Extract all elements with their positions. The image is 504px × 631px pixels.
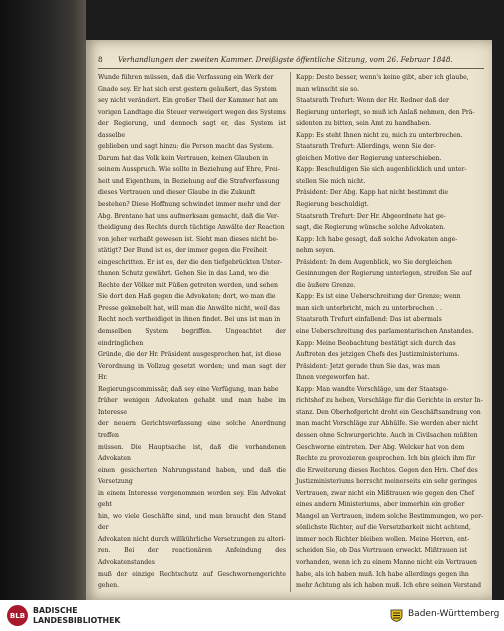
text-line: Kapp: Beschuldigen Sie sich augenblicklich und unter-: [296, 166, 467, 174]
text-line: Regierungscommissär, daß sey eine Verfügung, man habe: [98, 385, 279, 393]
text-line: hin, wo viele Geschäfte sind, und man braucht den Stand der: [98, 512, 286, 532]
text-line: Präsident: Jetzt gerade thun Sie das, was man: [296, 362, 440, 370]
text-line: sidenten zu bitten, sein Amt zu handhaben.: [296, 120, 432, 128]
text-line: bestehen? Diese Hoffnung schwindet immer mehr und der: [98, 201, 281, 209]
library-name-line1: BADISCHE: [33, 606, 78, 615]
text-line: scheiden Sie, ob Das Vertrauen erweckt. Mißtrauen ist: [296, 547, 468, 555]
text-line: Abg. Brentano hat uns aufmerksam gemacht, daß die Ver-: [98, 212, 280, 220]
blb-logo: BLB: [7, 605, 28, 626]
text-line: Ihnen vorgeworfen hat.: [296, 374, 370, 382]
text-line: Regierung beschuldigt.: [296, 201, 369, 209]
coat-of-arms-icon: [390, 609, 403, 622]
text-line: der neuern Gerichtsverfassung eine solche Anordnung treffen: [98, 420, 286, 439]
text-line: Vertrauen, zwar nicht ein Mißtrauen wie gegen den Chef: [296, 489, 475, 497]
text-line: thanen Schutz gewährt. Gehen Sie in das Land, wo die: [98, 270, 269, 278]
text-line: man sich unterbricht, mich zu unterbrechen . .: [296, 304, 442, 312]
text-line: Presse geknebelt hat, will man die Anwälte nicht, weil das: [98, 304, 280, 312]
state-name: Baden-Württemberg: [408, 609, 500, 619]
text-line: Rechte zu provozieren gesprochen. Ich bin gleich ihm für: [296, 455, 476, 463]
text-line: eines andern Ministeriums, aber immerhin ein großer: [296, 501, 465, 509]
text-line: richtshof zu heben, Vorschläge für die Gerichte in erster In-: [296, 397, 483, 405]
text-line: Gründe, die der Hr. Präsident ausgesprochen hat, ist diese: [98, 351, 282, 359]
book-spine: [0, 0, 86, 600]
text-line: Kapp: Man wandte Vorschläge, um der Staatsge-: [296, 385, 449, 393]
text-line: die äußere Grenze.: [296, 281, 356, 289]
library-name-line2: LANDESBIBLIOTHEK: [33, 615, 121, 625]
text-line: stellen Sie mich nicht.: [296, 177, 366, 185]
text-line: Recht noch vertheidiget in ihnen findet. Bei uns ist man in: [98, 316, 281, 324]
text-line: dessen ohne Schwurgerichte. Auch in Civilsachen müßten: [296, 431, 478, 439]
library-name: [33, 606, 120, 625]
text-line: Rechte der Völker mit Füßen getreten werden, und sehen: [98, 281, 278, 289]
text-columns: [98, 72, 484, 592]
text-line: dieses Vertrauen und dieser Glaube in die Zukunft: [98, 189, 256, 197]
text-line: stätigt? Der Bund ist es, der immer gegen die Freiheit: [98, 247, 268, 255]
text-line: nehm seyen.: [296, 247, 336, 255]
text-line: Staatsrath Trefurt: Allerdings, wenn Sie der-: [296, 143, 436, 151]
text-line: Gesinnungen der Regierung unterlegen, streifen Sie auf: [296, 270, 472, 278]
text-line: Präsident: In dem Augenblick, wo Sie dergleichen: [296, 258, 452, 266]
text-line: vorigen Landtage die Steuer verweigert wegen des Systems: [98, 108, 286, 116]
right-column: [290, 72, 484, 592]
text-line: sönlichste Richter, auf die Versetzbarkeit nicht achtend,: [296, 524, 471, 532]
text-line: heit und Eigenthum, in Beziehung auf die Strafverfassung: [98, 177, 280, 185]
text-line: Gnade sey. Er hat sich erst gestern geäußert, das System: [98, 85, 277, 93]
left-column: [98, 72, 290, 592]
text-line: man wünscht sie so.: [296, 85, 359, 93]
text-line: immer noch Richter bleiben wollen. Meine Herren, ent-: [296, 535, 470, 543]
footer-bar: [0, 600, 504, 631]
text-line: Mangel an Vertrauen, indem solche Bestimmungen, wo per-: [296, 512, 484, 520]
text-line: man macht Vorschläge zur Abhülfe. Sie werden aber nicht: [296, 420, 478, 428]
text-line: der Regierung, und dennoch sagt er, das System ist dasselbe: [98, 120, 286, 139]
text-line: sey nicht verändert. Ein großer Theil der Kammer hat am: [98, 97, 278, 105]
text-line: ren. Bei der reactionären Anfeindung des Advokatenstandes: [98, 547, 286, 566]
text-line: Staatsrath Trefurt: Wenn der Hr. Redner daß der: [296, 97, 449, 105]
text-line: Advokaten nicht durch willkührliche Versetzungen zu alteri-: [98, 535, 286, 543]
text-line: eine Ueberschreitung des parlamentarischen Anstandes.: [296, 328, 474, 336]
text-line: Auftreten des jetzigen Chefs des Justizministeriums.: [296, 351, 460, 359]
text-line: Staatsrath Trefurt einfallend: Das ist abermals: [296, 316, 442, 324]
text-line: einen gesicherten Nahrungsstand haben, und daß die Versetzung: [98, 466, 286, 486]
text-line: mehr Achtung als ich haben muß. Ich ehre seinen Verstand: [296, 582, 482, 590]
text-line: vorhanden, wenn ich zu einem Manne nicht ein Vertrauen: [296, 558, 477, 566]
text-line: sagt, die Regierung wünsche solche Advokaten.: [296, 224, 446, 232]
text-line: von jeher verhaßt gewesen ist. Sieht man dieses nicht be-: [98, 235, 279, 243]
document-page: [86, 40, 492, 600]
text-line: muß der einzige Rechtschutz auf Geschwornengerichte gehen.: [98, 570, 286, 590]
text-line: geblieben und sagt hinzu: die Person macht das System.: [98, 143, 274, 151]
text-line: Kapp: Ich habe gesagt, daß solche Advokaten ange-: [296, 235, 458, 243]
text-line: seinem Ausspruch. Wie sollte in Beziehung auf Ehre, Frei-: [98, 166, 280, 174]
text-line: Staatsrath Trefurt: Der Hr. Abgeordnete hat ge-: [296, 212, 446, 220]
text-line: eingeschritten. Er ist es, der die den tiefgebrückten Unter-: [98, 258, 283, 266]
page-number: 8: [98, 55, 103, 64]
header-rule: [98, 68, 484, 69]
text-line: Verordnung in Vollzug gesetzt worden; und man sagt der Hr.: [98, 362, 286, 382]
running-title: Verhandlungen der zweiten Kammer. Dreißigste öffentliche Sitzung, vom 26. Februar 1848.: [118, 55, 453, 64]
text-line: Sie dort den Haß gegen die Advokaten; dort, wo man die: [98, 293, 276, 301]
text-line: Wunde führen müssen, daß die Verfassung ein Werk der: [98, 74, 274, 81]
text-line: Kapp: Es steht Ihnen nicht zu, mich zu unterbrechen.: [296, 131, 463, 139]
page-header: [98, 55, 484, 67]
text-line: müssen. Die Hauptsache ist, daß die vorhandenen Advokaten: [98, 443, 286, 463]
text-line: Justizministeriums herrscht meinerseits ein sehr geringes: [296, 478, 477, 486]
text-line: theidigung des Rechts durch tüchtige Anwälte der Reaction: [98, 224, 285, 232]
text-line: in einem Interesse vorgenommen worden sey. Ein Advokat geht: [98, 489, 286, 509]
text-line: Darum hat das Volk kein Vertrauen, keinen Glauben in: [98, 154, 269, 162]
text-line: Geschworne eintreten. Der Abg. Welcker hat von dem: [296, 443, 465, 451]
text-line: früher wenigen Advokaten gehabt und man habe im Interesse: [98, 397, 286, 416]
text-line: Kapp: Es ist eine Ueberschreitung der Grenze; wenn: [296, 293, 461, 301]
text-line: Regierung unterlegt, so muß ich Anlaß nehmen, den Prä-: [296, 108, 475, 116]
text-line: demselben System begriffen. Ungeachtet der eindringlichen: [98, 328, 286, 347]
text-line: die Erweiterung dieses Rechtes. Gegen den Hrn. Chef des: [296, 466, 478, 474]
text-line: Präsident: Der Abg. Kapp hat nicht bestimmt die: [296, 189, 449, 197]
text-line: gleichen Motive der Regierung unterschieben.: [296, 154, 442, 162]
text-line: habe, als ich haben muß. Ich habe allerdings gegen ihn: [296, 570, 469, 578]
text-line: Kapp: Desto besser, wenn's keine gibt, aber ich glaube,: [296, 74, 469, 81]
text-line: Kapp: Meine Beobachtung bestätigt sich durch das: [296, 339, 456, 347]
text-line: stanz. Den Oberhofgericht droht ein Geschäftsandrang von: [296, 408, 481, 416]
